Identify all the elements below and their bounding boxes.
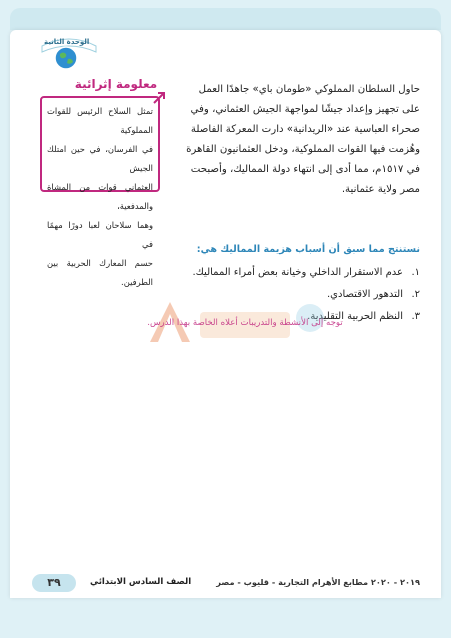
paragraph-line: وهُزمت فيها القوات المملوكية، ودخل العثمانيون القاهرة <box>186 144 420 155</box>
conclusion-heading: نستنتج مما سبق أن أسباب هزيمة المماليك هي: <box>196 244 420 255</box>
paragraph-line: على تجهيز وإعداد جيشًا لمواجهة الجيش العثماني، وفي <box>190 104 420 115</box>
list-item-text: النظم الحربية التقليدية. <box>307 311 403 322</box>
list-item-number: ٢. <box>411 289 420 300</box>
info-line: تمثل السلاح الرئيس للقوات المملوكية <box>47 106 153 135</box>
info-line: وهما سلاحان لعبا دورًا مهمًا في <box>47 220 153 249</box>
info-line: حسم المعارك الحربية بين الطرفين. <box>47 258 153 287</box>
info-box-title: معلومة إثرائية <box>74 77 158 91</box>
list-item-text: التدهور الاقتصادي. <box>327 289 403 300</box>
list-item <box>150 262 420 284</box>
info-line: في الفرسان، في حين امتلك الجيش <box>47 144 153 173</box>
list-item-text: عدم الاستقرار الداخلي وخيانة بعض أمراء المماليك. <box>192 267 403 278</box>
publisher-line: ٢٠١٩ - ٢٠٢٠ مطابع الأهرام التجارية - قليوب - مصر <box>216 577 420 587</box>
list-item-number: ١. <box>411 267 420 278</box>
paragraph-line: مصر ولاية عثمانية. <box>341 184 420 195</box>
page-number: ٣٩ <box>32 574 76 592</box>
paragraph-line: صحراء العباسية عند «الريدانية» دارت المعركة الفاصلة <box>190 124 420 135</box>
top-band <box>10 8 441 30</box>
paragraph-line: في ١٥١٧م، مما أدى إلى انتهاء دولة المماليك، وأصبحت <box>190 164 420 175</box>
list-item-number: ٣. <box>411 311 420 322</box>
unit-label: الوحدة الثانية <box>44 38 90 46</box>
info-box <box>40 96 160 287</box>
activities-note: توجه إلى الأنشطة والتدريبات أعلاه الخاصة بهذا الدرس. <box>147 318 343 328</box>
main-paragraph <box>172 80 420 200</box>
grade-label: الصف السادس الابتدائي <box>90 577 192 587</box>
globe-icon <box>54 46 78 70</box>
info-line: العثماني قوات من المشاة والمدفعية، <box>47 182 153 211</box>
paragraph-line: حاول السلطان المملوكي «طومان باي» جاهدًا العمل <box>198 84 420 95</box>
